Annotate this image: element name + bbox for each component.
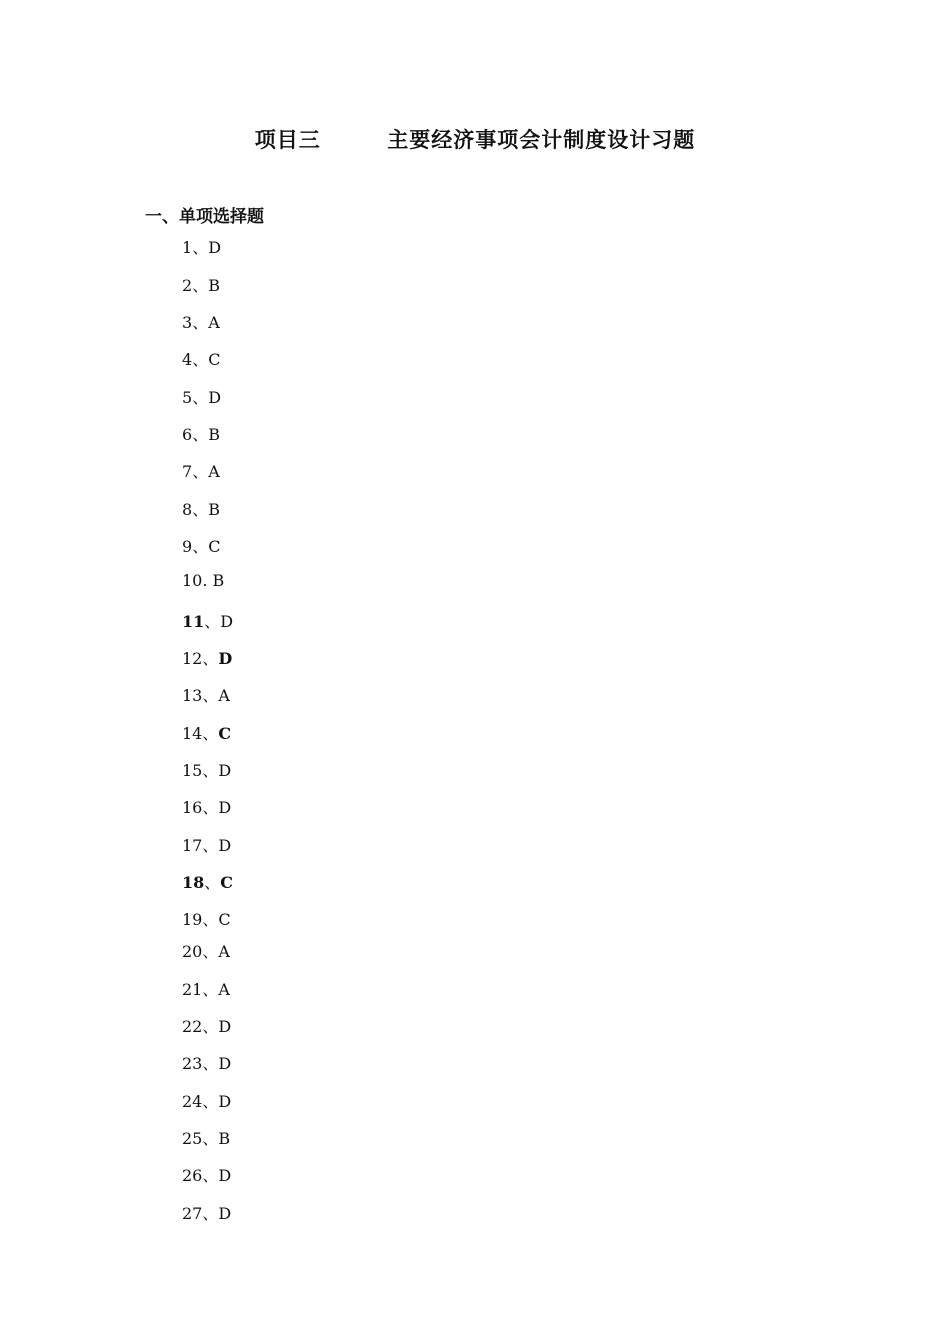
answer-letter: B xyxy=(218,1129,231,1148)
answer-letter: D xyxy=(218,649,233,668)
answer-item xyxy=(182,646,232,669)
answer-separator: 、 xyxy=(202,942,219,961)
answer-letter: B xyxy=(212,571,225,590)
answer-separator: 、 xyxy=(202,724,219,743)
answer-separator: 、 xyxy=(202,980,219,999)
answer-number: 1 xyxy=(182,238,193,257)
answer-separator: 、 xyxy=(202,1092,219,1111)
answer-separator: 、 xyxy=(202,1054,219,1073)
answer-letter: D xyxy=(208,388,222,407)
answer-number: 12 xyxy=(182,649,203,668)
answer-item xyxy=(182,534,220,557)
answer-item xyxy=(182,1089,231,1112)
answer-separator: 、 xyxy=(202,1017,219,1036)
answer-separator: 、 xyxy=(192,238,209,257)
answer-separator: 、 xyxy=(192,537,209,556)
answer-item xyxy=(182,870,233,893)
answer-letter: A xyxy=(218,980,230,999)
answer-number: 23 xyxy=(182,1054,203,1073)
answer-item xyxy=(182,497,220,520)
answer-number: 17 xyxy=(182,836,203,855)
answer-letter: A xyxy=(218,686,230,705)
answer-item xyxy=(182,795,231,818)
answer-separator: 、 xyxy=(202,1204,219,1223)
answer-letter: B xyxy=(208,500,220,519)
answer-letter: D xyxy=(220,612,234,631)
answer-item xyxy=(182,1051,231,1074)
answer-number: 19 xyxy=(182,910,203,929)
answer-item xyxy=(182,235,221,258)
answer-separator: . xyxy=(202,571,213,590)
answer-item xyxy=(182,571,224,590)
answer-letter: C xyxy=(218,910,231,929)
answer-letter: D xyxy=(218,1166,232,1185)
answer-letter: D xyxy=(218,1054,232,1073)
answer-item xyxy=(182,977,230,1000)
answer-number: 10 xyxy=(182,571,203,590)
answer-number: 8 xyxy=(182,500,193,519)
answer-number: 24 xyxy=(182,1092,203,1111)
answer-separator: 、 xyxy=(204,873,221,892)
answer-number: 16 xyxy=(182,798,203,817)
answer-separator: 、 xyxy=(202,1129,219,1148)
answer-number: 5 xyxy=(182,388,193,407)
answer-letter: C xyxy=(218,724,232,743)
answer-separator: 、 xyxy=(202,761,219,780)
answer-number: 9 xyxy=(182,537,193,556)
answer-number: 2 xyxy=(182,276,193,295)
answer-letter: A xyxy=(208,313,220,332)
answer-separator: 、 xyxy=(202,686,219,705)
answer-item xyxy=(182,1014,231,1037)
answer-separator: 、 xyxy=(202,1166,219,1185)
answer-item xyxy=(182,758,231,781)
answer-letter: D xyxy=(218,798,232,817)
answer-item xyxy=(182,833,231,856)
answer-item xyxy=(182,1126,230,1149)
answer-number: 25 xyxy=(182,1129,203,1148)
answer-separator: 、 xyxy=(192,500,209,519)
answer-number: 14 xyxy=(182,724,203,743)
answer-separator: 、 xyxy=(192,276,209,295)
answer-number: 26 xyxy=(182,1166,203,1185)
answer-item xyxy=(182,385,221,408)
answer-separator: 、 xyxy=(202,910,219,929)
answer-number: 22 xyxy=(182,1017,203,1036)
answer-letter: D xyxy=(218,1017,232,1036)
answer-letter: D xyxy=(218,836,232,855)
page-title: 项目三 主要经济事项会计制度设计习题 xyxy=(254,128,696,152)
answer-number: 13 xyxy=(182,686,203,705)
answer-separator: 、 xyxy=(192,388,209,407)
answer-separator: 、 xyxy=(192,462,209,481)
answer-number: 4 xyxy=(182,350,193,369)
answer-number: 20 xyxy=(182,942,203,961)
answer-item xyxy=(182,459,220,482)
answer-separator: 、 xyxy=(202,798,219,817)
answer-letter: B xyxy=(208,276,220,295)
answer-item xyxy=(182,907,231,930)
answer-letter: B xyxy=(208,425,220,444)
answer-number: 11 xyxy=(182,612,205,631)
answer-item xyxy=(182,273,220,296)
answer-letter: C xyxy=(208,537,221,556)
answer-separator: 、 xyxy=(202,836,219,855)
answer-separator: 、 xyxy=(192,350,209,369)
answer-number: 27 xyxy=(182,1204,203,1223)
answer-item xyxy=(182,1163,231,1186)
answer-number: 7 xyxy=(182,462,193,481)
answer-number: 21 xyxy=(182,980,203,999)
answer-separator: 、 xyxy=(204,612,221,631)
answer-separator: 、 xyxy=(192,425,209,444)
answer-number: 15 xyxy=(182,761,203,780)
answer-letter: A xyxy=(218,942,230,961)
answer-separator: 、 xyxy=(192,313,209,332)
answer-letter: D xyxy=(218,1092,232,1111)
answer-item xyxy=(182,683,230,706)
answer-number: 6 xyxy=(182,425,193,444)
answer-item xyxy=(182,347,220,370)
answer-item xyxy=(182,1201,231,1224)
answer-letter: A xyxy=(208,462,220,481)
answer-item xyxy=(182,939,230,962)
answer-item xyxy=(182,422,220,445)
answer-letter: C xyxy=(220,873,234,892)
answer-letter: C xyxy=(208,350,221,369)
answer-letter: D xyxy=(208,238,222,257)
answer-item xyxy=(182,721,231,744)
answer-number: 18 xyxy=(182,873,205,892)
answer-letter: D xyxy=(218,1204,232,1223)
answer-number: 3 xyxy=(182,313,193,332)
answer-letter: D xyxy=(218,761,232,780)
answer-item xyxy=(182,310,220,333)
section-heading: 一、单项选择题 xyxy=(145,207,264,227)
answer-separator: 、 xyxy=(202,649,219,668)
answer-item xyxy=(182,609,233,632)
